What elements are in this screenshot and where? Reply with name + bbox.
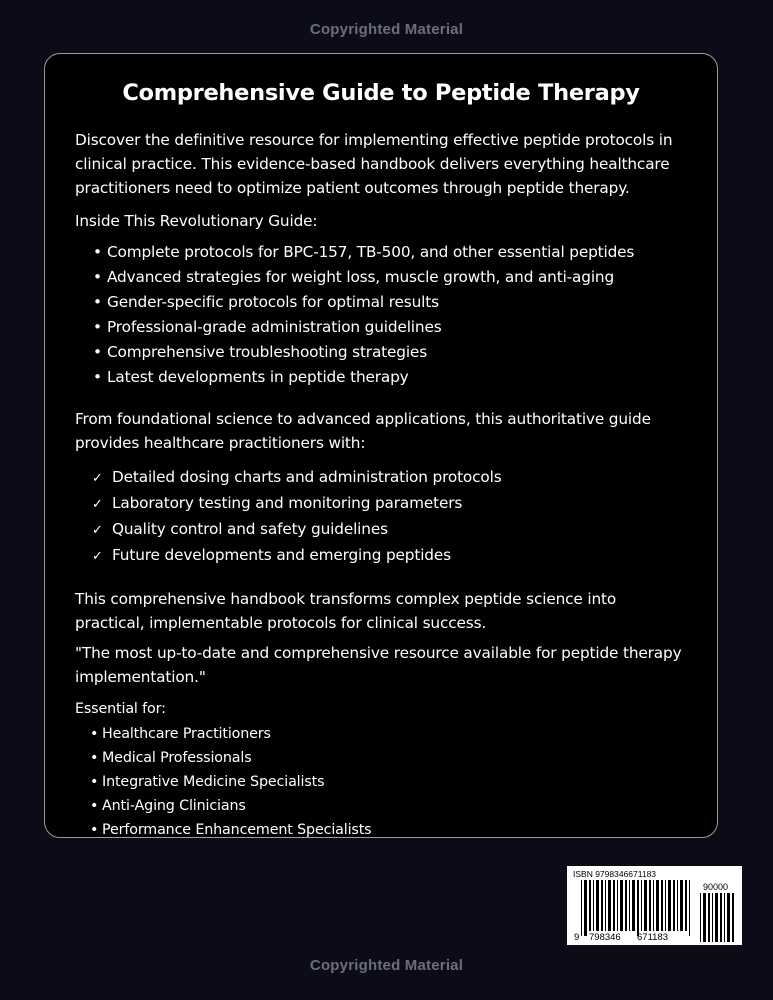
essential-list (75, 722, 687, 842)
bullet-icon: • (93, 243, 102, 261)
barcode-bar (593, 880, 594, 931)
checkmark-icon: ✓ (92, 549, 103, 564)
book-title: Comprehensive Guide to Peptide Therapy (122, 80, 640, 106)
list-item-text: Gender-specific protocols for optimal results (107, 293, 439, 311)
barcode-bar (724, 893, 725, 942)
barcode-bar (673, 880, 675, 931)
list-item (93, 240, 687, 265)
bullet-icon: • (93, 368, 102, 386)
list-item-text: Comprehensive troubleshooting strategies (107, 343, 428, 361)
barcode-bar (668, 880, 671, 931)
bullet-icon: • (90, 774, 99, 790)
barcode-bar (617, 880, 618, 931)
inside-list (75, 240, 687, 390)
list-item (93, 265, 687, 290)
barcode-bar (605, 880, 606, 931)
check-item (92, 517, 687, 543)
checklist (75, 465, 687, 569)
barcode-bar (641, 880, 642, 931)
barcode-bar (656, 880, 659, 931)
bullet-icon: • (90, 822, 99, 838)
barcode-bar (637, 880, 639, 936)
bullet-icon: • (93, 293, 102, 311)
list-item (93, 340, 687, 365)
check-item-text: Quality control and safety guidelines (112, 520, 388, 538)
barcode-bar (589, 880, 591, 931)
bullet-icon: • (93, 268, 102, 286)
barcode-bar (685, 880, 687, 931)
barcode-left-digits: 798346 (589, 932, 621, 943)
barcode-bar (703, 893, 706, 942)
barcode-bar (629, 880, 630, 931)
barcode-bar (584, 880, 587, 936)
bullet-icon: • (93, 318, 102, 336)
description-panel (44, 53, 718, 838)
list-item (90, 794, 687, 818)
list-item (90, 818, 687, 842)
list-item-text: Latest developments in peptide therapy (107, 368, 409, 386)
barcode-bar (680, 880, 683, 931)
barcode-bar (644, 880, 647, 931)
barcode-bar (715, 893, 718, 942)
checkmark-icon: ✓ (92, 497, 103, 512)
barcode-bar (649, 880, 651, 931)
list-item-text: Integrative Medicine Specialists (102, 774, 325, 790)
check-item (92, 491, 687, 517)
barcode-bar (601, 880, 603, 931)
barcode-bar (677, 880, 678, 931)
isbn-label: ISBN 9798346671183 (573, 869, 657, 879)
barcode-bar (665, 880, 666, 931)
barcode-bar (661, 880, 663, 931)
barcode-right-digits: 671183 (637, 932, 668, 943)
isbn-barcode (567, 866, 742, 945)
barcode-bar (708, 893, 710, 942)
checkmark-icon: ✓ (92, 523, 103, 538)
list-item-text: Anti-Aging Clinicians (102, 798, 246, 814)
bullet-icon: • (93, 343, 102, 361)
checkmark-icon: ✓ (92, 471, 103, 486)
list-item (93, 315, 687, 340)
inside-heading: Inside This Revolutionary Guide: (75, 212, 318, 230)
barcode-lead-digit: 9 (574, 932, 580, 943)
barcode-bar (689, 880, 690, 936)
list-item-text: Performance Enhancement Specialists (102, 822, 372, 838)
essential-heading: Essential for: (75, 701, 166, 717)
list-item (93, 290, 687, 315)
bullet-icon: • (90, 750, 99, 766)
list-item-text: Medical Professionals (102, 750, 252, 766)
barcode-bar (727, 893, 730, 942)
transform-paragraph: This comprehensive handbook transforms complex peptide science into practical, implementable protocols for clinical success. (75, 590, 617, 632)
barcode-bar (625, 880, 627, 931)
list-item-text: Healthcare Practitioners (102, 726, 271, 742)
testimonial-quote: "The most up-to-date and comprehensive resource available for peptide therapy implementation." (75, 644, 682, 686)
barcode-bar (620, 880, 623, 931)
bullet-icon: • (90, 798, 99, 814)
barcode-bar (653, 880, 654, 931)
barcode-bar (632, 880, 635, 931)
check-item (92, 465, 687, 491)
barcode-bar (581, 880, 582, 936)
barcode-bar (613, 880, 615, 931)
list-item (90, 722, 687, 746)
list-item-text: Advanced strategies for weight loss, muscle growth, and anti-aging (107, 268, 615, 286)
barcode-bar (596, 880, 599, 931)
list-item (93, 365, 687, 390)
barcode-bar (608, 880, 611, 931)
barcode-bar (720, 893, 722, 942)
intro-paragraph: Discover the definitive resource for implementing effective peptide protocols in clinical practice. This evidence-based handbook delivers everything healthcare practitioners need to optimize patient outcomes through peptide therapy. (75, 131, 673, 197)
check-item-text: Detailed dosing charts and administration protocols (112, 468, 502, 486)
list-item (90, 746, 687, 770)
barcode-bar (732, 893, 734, 942)
check-item-text: Future developments and emerging peptides (112, 546, 451, 564)
bullet-icon: • (90, 726, 99, 742)
list-item-text: Complete protocols for BPC-157, TB-500, and other essential peptides (107, 243, 635, 261)
foundation-paragraph: From foundational science to advanced applications, this authoritative guide provides healthcare practitioners with: (75, 410, 651, 452)
barcode-bar (712, 893, 713, 942)
check-item (92, 543, 687, 569)
copyright-watermark-top: Copyrighted Material (309, 21, 464, 38)
copyright-watermark-bottom: Copyrighted Material (309, 957, 464, 974)
list-item-text: Professional-grade administration guidelines (107, 318, 442, 336)
check-item-text: Laboratory testing and monitoring parameters (112, 494, 463, 512)
list-item (90, 770, 687, 794)
barcode-bar (700, 893, 701, 942)
price-code: 90000 (703, 882, 729, 892)
